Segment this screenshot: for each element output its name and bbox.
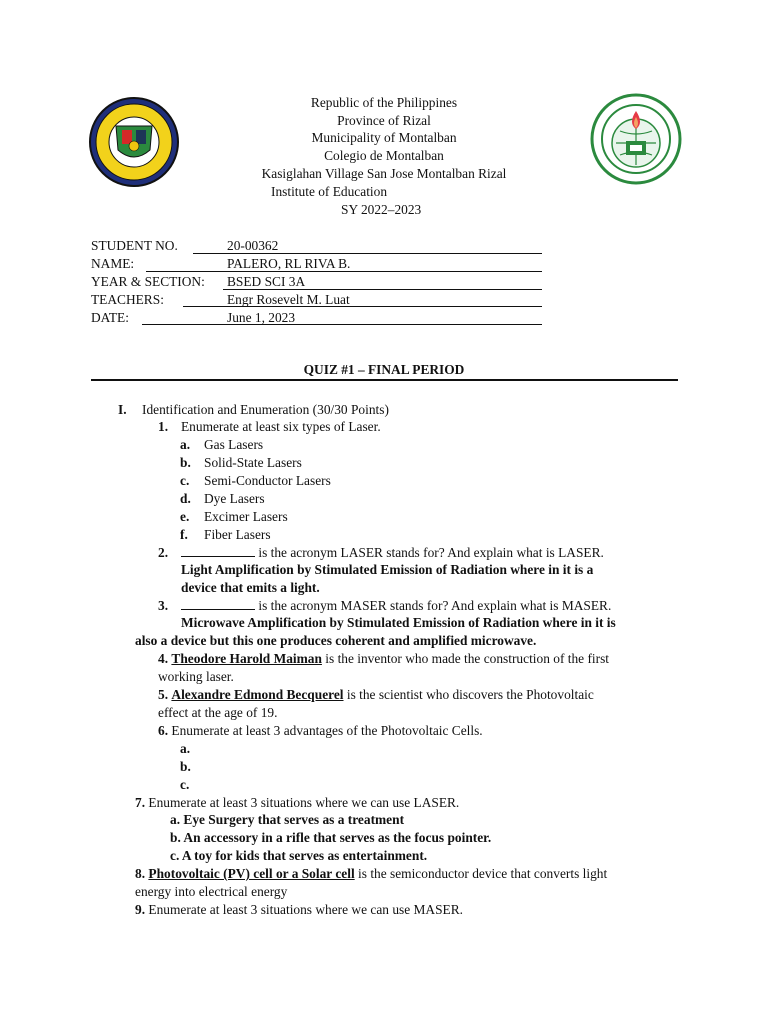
q4-answer: Theodore Harold Maiman [171, 651, 322, 666]
q1-item-letter: a. [180, 437, 191, 452]
year-section-label: YEAR & SECTION: [91, 274, 205, 289]
q1-item-text: Fiber Lasers [204, 527, 271, 542]
q1-item-text: Dye Lasers [204, 491, 265, 506]
q8-line2: energy into electrical energy [135, 884, 288, 899]
q7-answer-c: c. A toy for kids that serves as entertainment. [170, 848, 428, 863]
section-title: Identification and Enumeration (30/30 Points) [142, 402, 389, 417]
q2-answer-line1: Light Amplification by Stimulated Emission of Radiation where in it is a [181, 562, 594, 577]
q8-text: is the semiconductor device that converts light [354, 866, 608, 881]
date-label: DATE: [91, 310, 129, 325]
q6-letter-b: b. [180, 759, 191, 774]
q1-item-letter: e. [180, 509, 190, 524]
teachers-label: TEACHERS: [91, 292, 164, 307]
q5-text: is the scientist who discovers the Photovoltaic [343, 687, 594, 702]
q1-item-text: Semi-Conductor Lasers [204, 473, 331, 488]
q6-line [158, 722, 483, 740]
q4-line2: working laser. [158, 669, 234, 684]
q2-text: is the acronym LASER stands for? And explain what is LASER. [255, 545, 604, 560]
date-value: June 1, 2023 [227, 310, 296, 325]
header-province: Province of Rizal [337, 113, 431, 128]
q4-line1 [158, 650, 609, 668]
q1-item-letter: c. [180, 473, 190, 488]
date-line [142, 324, 542, 325]
q2-question [181, 544, 604, 562]
q9-line [135, 901, 463, 919]
name-value: PALERO, RL RIVA B. [227, 256, 351, 271]
q3-blank [181, 597, 255, 610]
q7-text: Enumerate at least 3 situations where we can use LASER. [148, 795, 460, 810]
q8-number: 8. [135, 866, 146, 881]
q2-number: 2. [158, 545, 169, 560]
section-number: I. [118, 402, 127, 417]
q1-item-letter: d. [180, 491, 191, 506]
header-school-year: SY 2022–2023 [341, 202, 422, 217]
q5-line2: effect at the age of 19. [158, 705, 278, 720]
title-rule [91, 379, 678, 381]
q1-item-letter: b. [180, 455, 191, 470]
q4-number: 4. [158, 651, 169, 666]
q7-answer-b: b. An accessory in a rifle that serves as the focus pointer. [170, 830, 492, 845]
q2-blank [181, 544, 255, 557]
q5-line1 [158, 686, 594, 704]
q3-question [181, 597, 611, 615]
teachers-value: Engr Rosevelt M. Luat [227, 292, 350, 307]
q1-item-text: Solid-State Lasers [204, 455, 302, 470]
q1-item-letter: f. [180, 527, 188, 542]
header-republic: Republic of the Philippines [310, 95, 458, 110]
q3-answer-line1: Microwave Amplification by Stimulated Emission of Radiation where in it is [181, 615, 616, 630]
q7-answer-a: a. Eye Surgery that serves as a treatment [170, 812, 405, 827]
header-municipality: Municipality of Montalban [311, 130, 457, 145]
q6-letter-c: c. [180, 777, 190, 792]
q9-number: 9. [135, 902, 146, 917]
year-section-value: BSED SCI 3A [227, 274, 306, 289]
student-no-label: STUDENT NO. [91, 238, 178, 253]
q1-item-text: Excimer Lasers [204, 509, 288, 524]
q8-line1 [135, 865, 607, 883]
q1-item-text: Gas Lasers [204, 437, 264, 452]
q2-answer-line2: device that emits a light. [181, 580, 320, 595]
quiz-title: QUIZ #1 – FINAL PERIOD [303, 362, 465, 377]
q7-line [135, 794, 459, 812]
q7-number: 7. [135, 795, 146, 810]
q5-number: 5. [158, 687, 169, 702]
header-school: Colegio de Montalban [324, 148, 444, 163]
student-no-value: 20-00362 [227, 238, 279, 253]
q8-answer: Photovoltaic (PV) cell or a Solar cell [148, 866, 355, 881]
q3-answer-line2: also a device but this one produces coherent and amplified microwave. [135, 633, 537, 648]
q5-answer: Alexandre Edmond Becquerel [171, 687, 344, 702]
q3-number: 3. [158, 598, 169, 613]
q6-letter-a: a. [180, 741, 191, 756]
q1-number: 1. [158, 419, 169, 434]
header-institute: Institute of Education [271, 184, 388, 199]
name-label: NAME: [91, 256, 135, 271]
q1-text: Enumerate at least six types of Laser. [181, 419, 381, 434]
header-address: Kasiglahan Village San Jose Montalban Rizal [261, 166, 507, 181]
q3-text: is the acronym MASER stands for? And explain what is MASER. [255, 598, 612, 613]
q6-text: Enumerate at least 3 advantages of the Photovoltaic Cells. [171, 723, 483, 738]
q9-text: Enumerate at least 3 situations where we can use MASER. [148, 902, 464, 917]
q6-number: 6. [158, 723, 169, 738]
q4-text: is the inventor who made the construction of the first [321, 651, 610, 666]
